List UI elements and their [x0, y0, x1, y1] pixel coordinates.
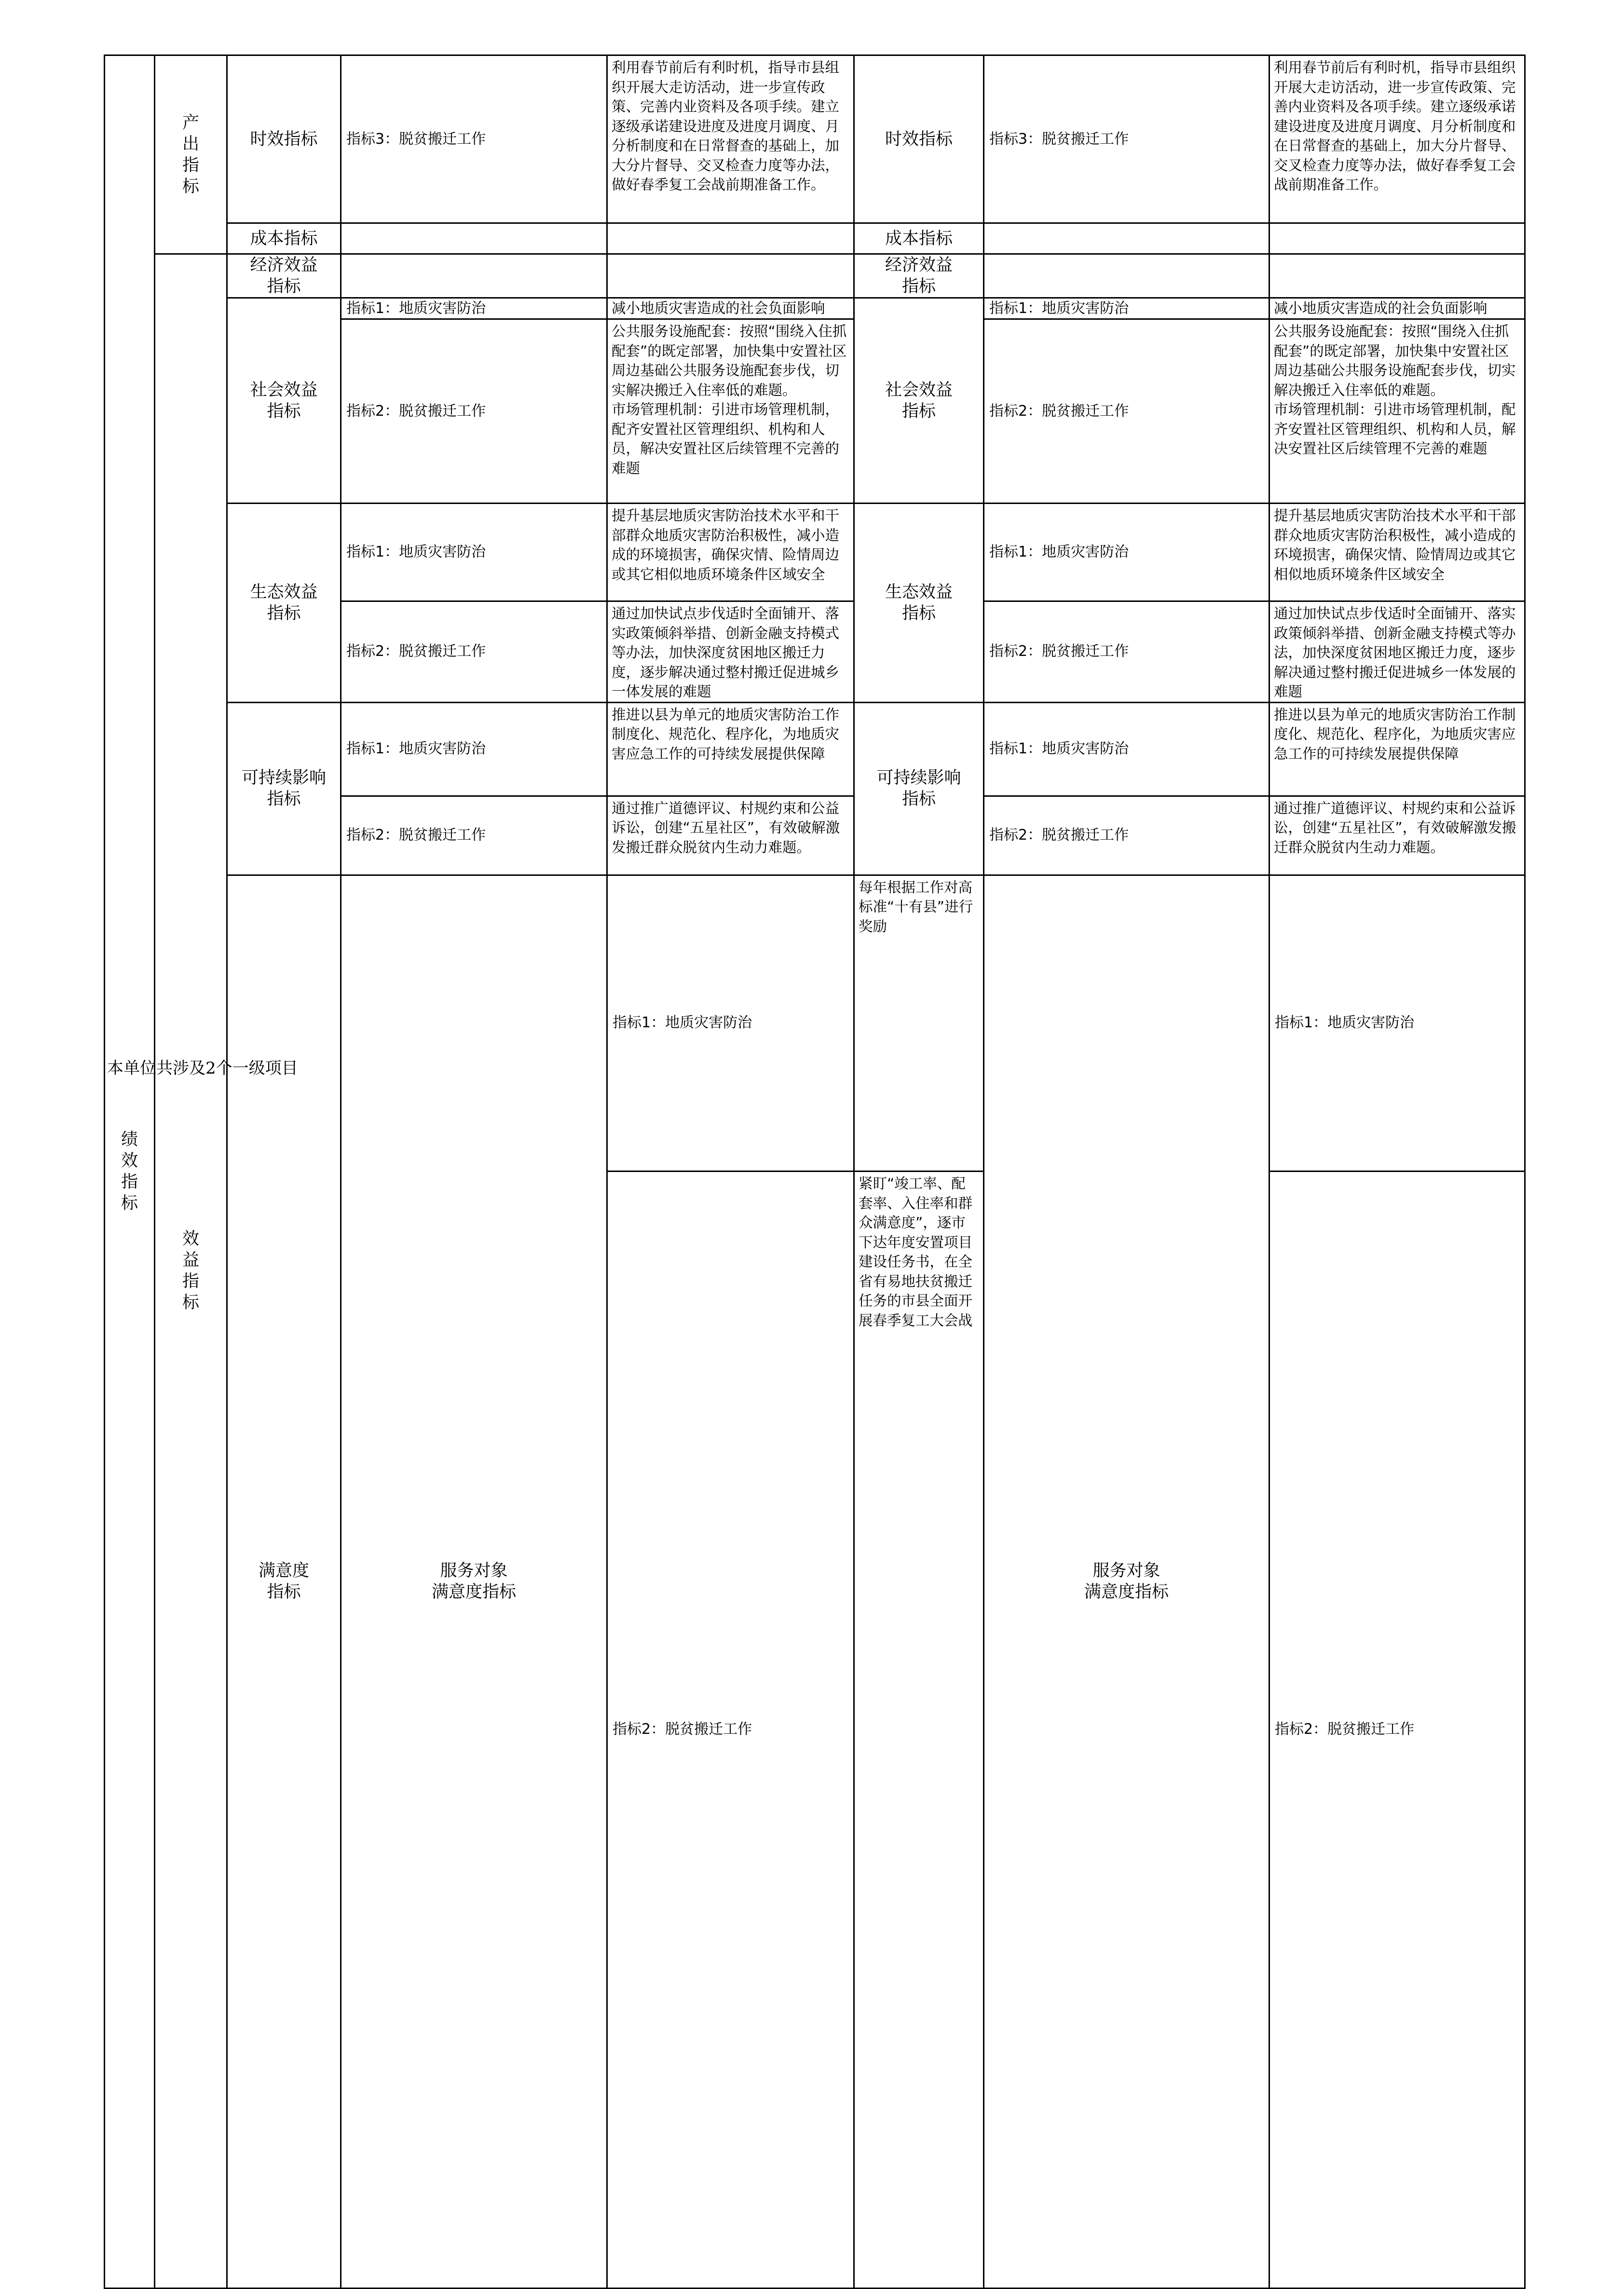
- indicator-name: 指标2：脱贫搬迁工作: [607, 1172, 854, 2289]
- category-benefit-indicator: 效 益 指 标: [155, 254, 227, 2289]
- service-satisfaction-label: 服务对象 满意度指标: [984, 875, 1269, 2288]
- indicator-value: 提升基层地质灾害防治技术水平和干部群众地质灾害防治积极性，减小造成的环境损害，确保灾情、险情周边或其它相似地质环境条件区域安全: [1269, 504, 1525, 601]
- economic-benefit-label: 经济效益 指标: [854, 254, 984, 298]
- indicator-name: 指标1：地质灾害防治: [341, 298, 607, 319]
- indicator-name: 指标1：地质灾害防治: [984, 504, 1269, 601]
- indicator-name: 指标2：脱贫搬迁工作: [984, 319, 1269, 504]
- indicator-name: 指标1：地质灾害防治: [984, 298, 1269, 319]
- social-benefit-label: 社会效益 指标: [854, 298, 984, 504]
- sustainability-impact-label: 可持续影响 指标: [854, 702, 984, 875]
- indicator-name: 指标2：脱贫搬迁工作: [1269, 1172, 1525, 2289]
- cost-indicator-label: 成本指标: [854, 223, 984, 254]
- empty-cell: [341, 223, 607, 254]
- category-performance-indicator: 绩 效 指 标: [105, 55, 155, 2289]
- footer-note: 本单位共涉及2个一级项目: [107, 1059, 298, 1078]
- timeliness-indicator-label: 时效指标: [227, 55, 341, 223]
- indicator-value: 利用春节前后有利时机，指导市县组织开展大走访活动，进一步宣传政策、完善内业资料及各项手续。建立逐级承诺建设进度及进度月调度、月分析制度和在日常督查的基础上，加大分片督导、交叉检查力度等办法，做好春季复工会战前期准备工作。: [1269, 55, 1525, 223]
- indicator-value: 提升基层地质灾害防治技术水平和干部群众地质灾害防治积极性，减小造成的环境损害，确保灾情、险情周边或其它相似地质环境条件区域安全: [607, 504, 854, 601]
- ecological-benefit-label: 生态效益 指标: [854, 504, 984, 703]
- category-output-indicator: 产 出 指 标: [155, 55, 227, 254]
- empty-cell: [1269, 254, 1525, 298]
- empty-cell: [984, 254, 1269, 298]
- empty-cell: [607, 254, 854, 298]
- indicator-value: 减小地质灾害造成的社会负面影响: [1269, 298, 1525, 319]
- empty-cell: [1269, 223, 1525, 254]
- indicator-value: 通过加快试点步伐适时全面铺开、落实政策倾斜举措、创新金融支持模式等办法，加快深度贫困地区搬迁力度，逐步解决通过整村搬迁促进城乡一体发展的难题: [607, 601, 854, 703]
- ecological-benefit-label: 生态效益 指标: [227, 504, 341, 703]
- indicator-name: 指标2：脱贫搬迁工作: [341, 796, 607, 875]
- empty-cell: [984, 223, 1269, 254]
- indicator-value: 公共服务设施配套：按照“围绕入住抓配套”的既定部署，加快集中安置社区周边基础公共服务设施配套步伐，切实解决搬迁入住率低的难题。 市场管理机制：引进市场管理机制，配齐安置社区管理组织、机构和人员，解决安置社区后续管理不完善的难题: [607, 319, 854, 504]
- indicator-value: 每年根据工作对高标准“十有县”进行奖励: [854, 875, 984, 1172]
- indicator-name: 指标3：脱贫搬迁工作: [341, 55, 607, 223]
- performance-indicator-table: [104, 54, 1526, 2289]
- indicator-name: 指标1：地质灾害防治: [341, 702, 607, 796]
- indicator-name: 指标2：脱贫搬迁工作: [341, 601, 607, 703]
- indicator-name: 指标2：脱贫搬迁工作: [341, 319, 607, 504]
- indicator-value: 公共服务设施配套：按照“围绕入住抓配套”的既定部署，加快集中安置社区周边基础公共服务设施配套步伐，切实解决搬迁入住率低的难题。 市场管理机制：引进市场管理机制，配齐安置社区管理组织、机构和人员，解决安置社区后续管理不完善的难题: [1269, 319, 1525, 504]
- indicator-value: 通过加快试点步伐适时全面铺开、落实政策倾斜举措、创新金融支持模式等办法，加快深度贫困地区搬迁力度，逐步解决通过整村搬迁促进城乡一体发展的难题: [1269, 601, 1525, 703]
- indicator-name: 指标1：地质灾害防治: [984, 702, 1269, 796]
- indicator-name: 指标1：地质灾害防治: [1269, 875, 1525, 1172]
- empty-cell: [341, 254, 607, 298]
- indicator-value: 紧盯“竣工率、配套率、入住率和群众满意度”，逐市下达年度安置项目建设任务书，在全省有易地扶贫搬迁任务的市县全面开展春季复工大会战: [854, 1172, 984, 2289]
- timeliness-indicator-label: 时效指标: [854, 55, 984, 223]
- indicator-name: 指标1：地质灾害防治: [341, 504, 607, 601]
- sustainability-impact-label: 可持续影响 指标: [227, 702, 341, 875]
- service-satisfaction-label: 服务对象 满意度指标: [341, 875, 607, 2288]
- indicator-value: 推进以县为单元的地质灾害防治工作制度化、规范化、程序化，为地质灾害应急工作的可持续发展提供保障: [1269, 702, 1525, 796]
- indicator-name: 指标2：脱贫搬迁工作: [984, 796, 1269, 875]
- indicator-value: 通过推广道德评议、村规约束和公益诉讼，创建“五星社区”，有效破解激发搬迁群众脱贫内生动力难题。: [607, 796, 854, 875]
- cost-indicator-label: 成本指标: [227, 223, 341, 254]
- indicator-value: 通过推广道德评议、村规约束和公益诉讼，创建“五星社区”，有效破解激发搬迁群众脱贫内生动力难题。: [1269, 796, 1525, 875]
- indicator-value: 利用春节前后有利时机，指导市县组织开展大走访活动，进一步宣传政策、完善内业资料及各项手续。建立逐级承诺建设进度及进度月调度、月分析制度和在日常督查的基础上，加大分片督导、交叉检查力度等办法，做好春季复工会战前期准备工作。: [607, 55, 854, 223]
- category-satisfaction-indicator: 满意度 指标: [227, 875, 341, 2288]
- social-benefit-label: 社会效益 指标: [227, 298, 341, 504]
- indicator-name: 指标1：地质灾害防治: [607, 875, 854, 1172]
- empty-cell: [607, 223, 854, 254]
- indicator-name: 指标3：脱贫搬迁工作: [984, 55, 1269, 223]
- indicator-value: 推进以县为单元的地质灾害防治工作制度化、规范化、程序化，为地质灾害应急工作的可持续发展提供保障: [607, 702, 854, 796]
- indicator-value: 减小地质灾害造成的社会负面影响: [607, 298, 854, 319]
- indicator-name: 指标2：脱贫搬迁工作: [984, 601, 1269, 703]
- economic-benefit-label: 经济效益 指标: [227, 254, 341, 298]
